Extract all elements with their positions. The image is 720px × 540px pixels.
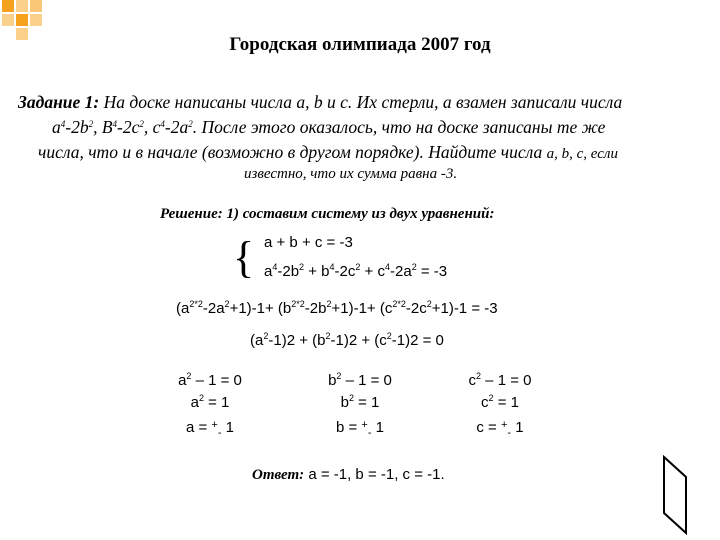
column-line: $c^2 - 1 = 0$	[468, 371, 532, 389]
column-line: a = +- 1	[185, 419, 235, 439]
task-line-4: известно, что их сумма равна -3.	[244, 166, 458, 182]
answer: Ответ: a = -1, b = -1, c = -1.	[252, 466, 445, 483]
column-line: c = +- 1	[476, 419, 524, 439]
deco-square	[30, 0, 42, 12]
system-eq-2: $a^4-2b^2 + b^4-2c^2 + c^4-2a^2 = -3$	[264, 262, 448, 280]
plus-minus-sign: +-	[361, 419, 372, 439]
task-label: Задание 1:	[18, 92, 100, 112]
system-brace: {	[233, 233, 255, 282]
system-eq-1: a + b + c = -3	[264, 234, 353, 251]
column-line: $a^2 - 1 = 0$	[178, 371, 242, 389]
solution-header: Решение: 1) составим систему из двух уравнений:	[160, 206, 495, 222]
deco-square	[30, 14, 42, 26]
column-line: $c^2 = 1$	[481, 393, 519, 411]
column-line: $a^2 = 1$	[190, 393, 230, 411]
task-line-3: числа, что и в начале (возможно в другом порядке). Найдите числа a, b, c, если	[38, 142, 618, 162]
task-line-2: $a^4-2b^2$, $В^4-2c^2$, $c^4-2a^2$. После этого оказалось, что на доске записаны те же	[52, 117, 606, 137]
column-line: $b^2 = 1$	[340, 393, 380, 411]
deco-square	[16, 14, 28, 26]
page-title: Городская олимпиада 2007 год	[229, 34, 491, 55]
deco-square	[2, 14, 14, 26]
plus-minus-sign: +-	[211, 419, 222, 439]
squares-equation: $(a^2-1)2 + (b^2-1)2 + (c^2-1)2 = 0$	[250, 331, 444, 349]
deco-square	[2, 0, 14, 12]
task-line-1: Задание 1: На доске написаны числа a, b и c. Их стерли, а взамен записали числа	[18, 92, 623, 112]
deco-square	[16, 0, 28, 12]
solution-column-c	[450, 370, 550, 444]
solution-column-b	[310, 370, 410, 444]
answer-label: Ответ:	[252, 467, 305, 483]
column-line: b = +- 1	[335, 419, 385, 439]
decoration-bracket	[660, 455, 690, 535]
expanded-equation: $(a^{2*2}-2a^2+1)-1+ (b^{2*2}-2b^2+1)-1+ (c^{2*2}-2c^2+1)-1 = -3$	[176, 299, 498, 317]
solution-column-a	[160, 370, 260, 444]
plus-minus-sign: +-	[500, 419, 512, 439]
column-line: $b^2 - 1 = 0$	[328, 371, 392, 389]
